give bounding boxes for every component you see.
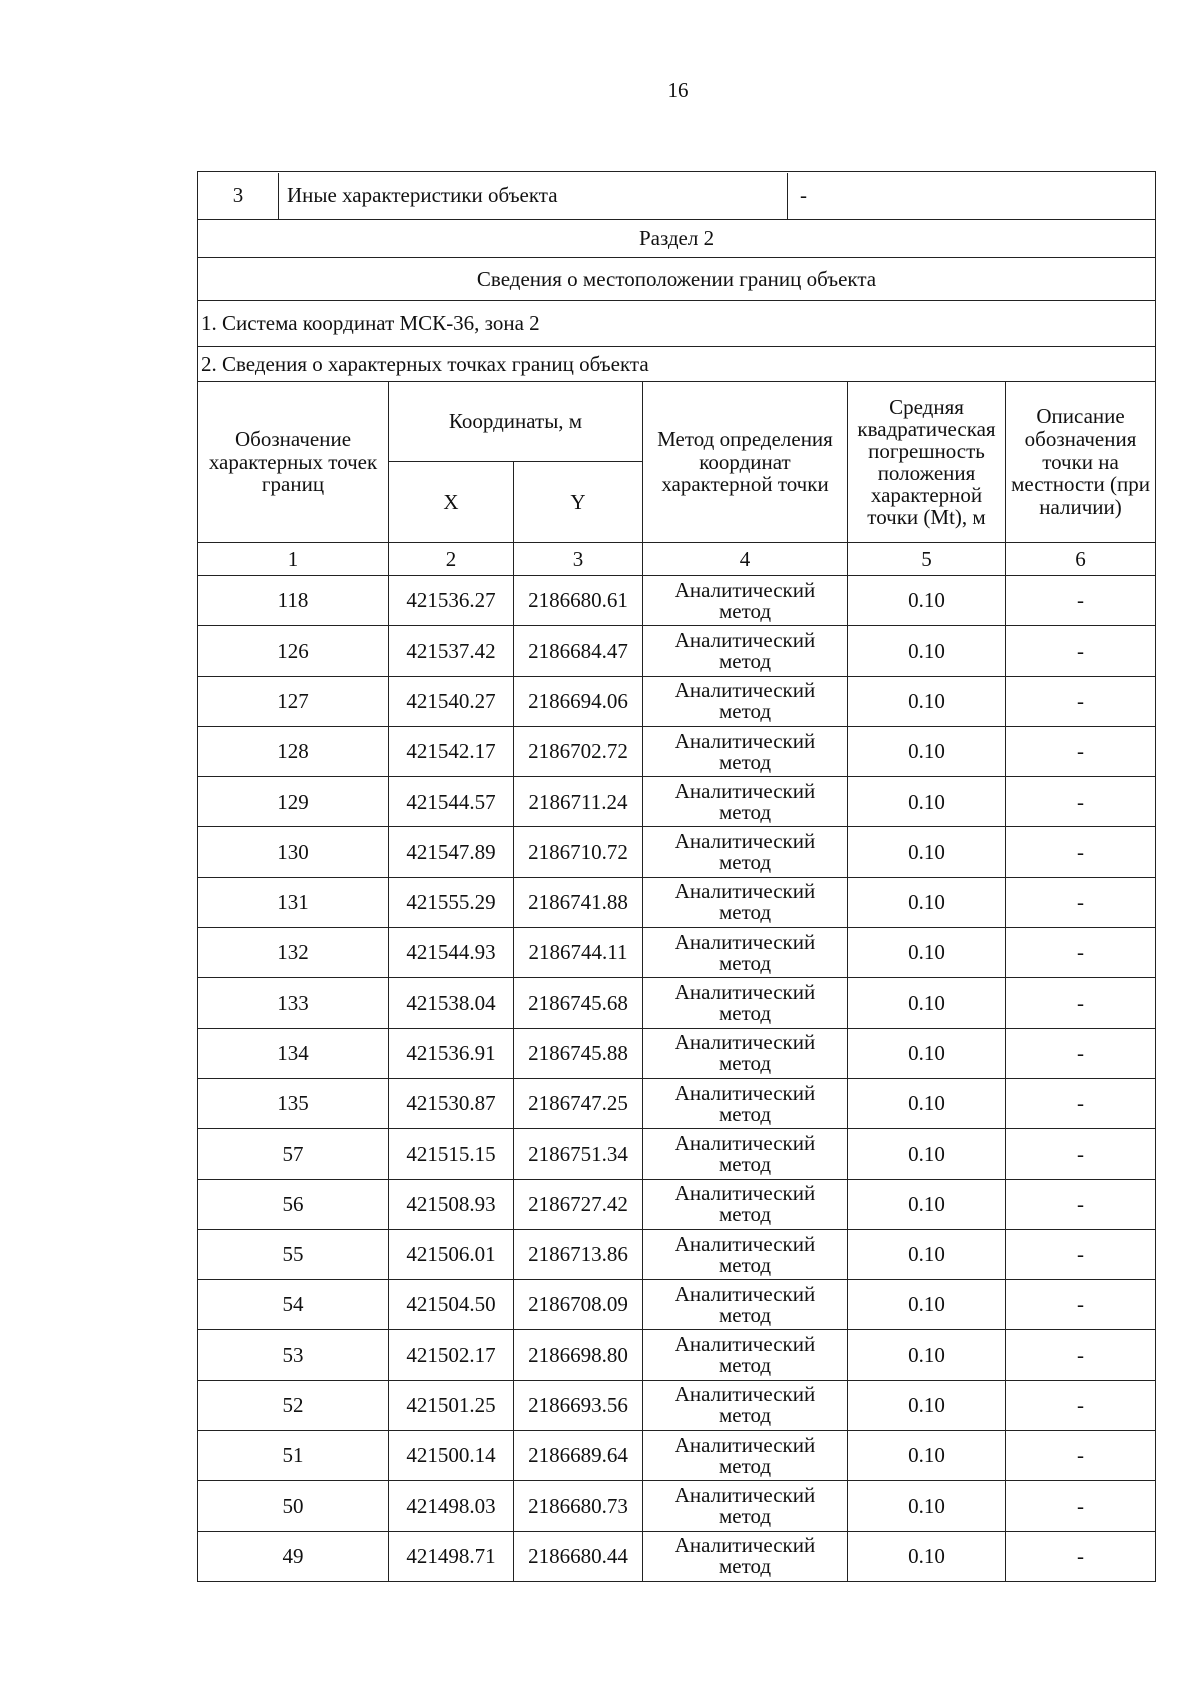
- table-row: [198, 777, 1156, 827]
- description-cell: -: [1006, 1078, 1156, 1128]
- x-cell: 421544.93: [389, 928, 514, 978]
- x-cell: 421544.57: [389, 777, 514, 827]
- mt-cell: 0.10: [848, 1129, 1006, 1179]
- table-row: [198, 1078, 1156, 1128]
- y-cell: 2186710.72: [514, 827, 643, 877]
- y-cell: 2186745.68: [514, 978, 643, 1028]
- description-cell: -: [1006, 726, 1156, 776]
- mt-cell: 0.10: [848, 1229, 1006, 1279]
- mt-cell: 0.10: [848, 1431, 1006, 1481]
- method-cell: [643, 1280, 848, 1330]
- table-row: [198, 1179, 1156, 1229]
- y-cell: 2186694.06: [514, 676, 643, 726]
- mt-cell: 0.10: [848, 1380, 1006, 1430]
- x-cell: 421515.15: [389, 1129, 514, 1179]
- table-row: [198, 726, 1156, 776]
- points-section-title: 2. Сведения о характерных точках границ объекта: [198, 347, 1156, 382]
- point-cell: 130: [198, 827, 389, 877]
- column-number: 5: [848, 543, 1006, 576]
- x-cell: 421504.50: [389, 1280, 514, 1330]
- y-cell: 2186693.56: [514, 1380, 643, 1430]
- x-cell: 421555.29: [389, 877, 514, 927]
- column-number: 2: [389, 543, 514, 576]
- table-row: [198, 576, 1156, 626]
- method-cell: [643, 928, 848, 978]
- mt-cell: 0.10: [848, 978, 1006, 1028]
- description-cell: -: [1006, 1531, 1156, 1581]
- table-row: [198, 1431, 1156, 1481]
- section-subtitle: Сведения о местоположении границ объекта: [198, 258, 1156, 301]
- method-cell: [643, 626, 848, 676]
- method-line2: метод: [718, 1403, 772, 1428]
- method-line1: Аналитический: [674, 1080, 816, 1105]
- description-cell: -: [1006, 1380, 1156, 1430]
- method-cell: [643, 576, 848, 626]
- y-cell: 2186698.80: [514, 1330, 643, 1380]
- x-cell: 421502.17: [389, 1330, 514, 1380]
- x-cell: 421542.17: [389, 726, 514, 776]
- description-cell: -: [1006, 1229, 1156, 1279]
- method-line1: Аналитический: [674, 577, 816, 602]
- method-line1: Аналитический: [674, 1030, 816, 1055]
- table-row: [198, 928, 1156, 978]
- table-row: [198, 1280, 1156, 1330]
- method-line1: Аналитический: [674, 1382, 816, 1407]
- boundary-points-table: [197, 171, 1156, 1582]
- method-line1: Аналитический: [674, 980, 816, 1005]
- mt-cell: 0.10: [848, 576, 1006, 626]
- table-row: [198, 1129, 1156, 1179]
- description-cell: -: [1006, 626, 1156, 676]
- description-cell: -: [1006, 1179, 1156, 1229]
- header-y: Y: [514, 462, 643, 543]
- x-cell: 421536.27: [389, 576, 514, 626]
- point-cell: 134: [198, 1028, 389, 1078]
- description-cell: -: [1006, 1481, 1156, 1531]
- method-cell: [643, 1330, 848, 1380]
- method-cell: [643, 1179, 848, 1229]
- header-x: X: [389, 462, 514, 543]
- y-cell: 2186684.47: [514, 626, 643, 676]
- point-cell: 56: [198, 1179, 389, 1229]
- x-cell: 421498.03: [389, 1481, 514, 1531]
- column-number: 6: [1006, 543, 1156, 576]
- method-line1: Аналитический: [674, 1533, 816, 1558]
- point-cell: 128: [198, 726, 389, 776]
- point-cell: 49: [198, 1531, 389, 1581]
- row-number: 3: [198, 173, 279, 219]
- x-cell: 421506.01: [389, 1229, 514, 1279]
- method-line1: Аналитический: [674, 879, 816, 904]
- description-cell: -: [1006, 676, 1156, 726]
- section-title: Раздел 2: [198, 220, 1156, 258]
- method-line2: метод: [718, 1554, 772, 1579]
- x-cell: 421547.89: [389, 827, 514, 877]
- description-cell: -: [1006, 1028, 1156, 1078]
- header-description: Описание обозначения точки на местности (при наличии): [1006, 382, 1156, 543]
- method-line1: Аналитический: [674, 1281, 816, 1306]
- method-cell: [643, 1078, 848, 1128]
- header-method: Метод определения координат характерной точки: [643, 382, 848, 543]
- method-cell: [643, 676, 848, 726]
- method-cell: [643, 877, 848, 927]
- method-cell: [643, 726, 848, 776]
- point-cell: 133: [198, 978, 389, 1028]
- column-number: 4: [643, 543, 848, 576]
- table-row: [198, 1330, 1156, 1380]
- method-line2: метод: [718, 1051, 772, 1076]
- description-cell: -: [1006, 827, 1156, 877]
- description-cell: -: [1006, 576, 1156, 626]
- method-cell: [643, 978, 848, 1028]
- point-cell: 131: [198, 877, 389, 927]
- x-cell: 421501.25: [389, 1380, 514, 1430]
- table-row: [198, 978, 1156, 1028]
- description-cell: -: [1006, 777, 1156, 827]
- point-cell: 126: [198, 626, 389, 676]
- mt-cell: 0.10: [848, 626, 1006, 676]
- y-cell: 2186744.11: [514, 928, 643, 978]
- mt-cell: 0.10: [848, 1330, 1006, 1380]
- table-row: [198, 1481, 1156, 1531]
- y-cell: 2186708.09: [514, 1280, 643, 1330]
- mt-cell: 0.10: [848, 1280, 1006, 1330]
- characteristics-label: Иные характеристики объекта: [279, 173, 788, 219]
- description-cell: -: [1006, 978, 1156, 1028]
- method-line1: Аналитический: [674, 1181, 816, 1206]
- point-cell: 135: [198, 1078, 389, 1128]
- mt-cell: 0.10: [848, 877, 1006, 927]
- x-cell: 421537.42: [389, 626, 514, 676]
- method-line2: метод: [718, 598, 772, 623]
- method-line1: Аналитический: [674, 829, 816, 854]
- y-cell: 2186680.73: [514, 1481, 643, 1531]
- row-other-characteristics: [198, 172, 1156, 220]
- description-cell: -: [1006, 1330, 1156, 1380]
- column-number: 1: [198, 543, 389, 576]
- table-row: [198, 1028, 1156, 1078]
- method-line2: метод: [718, 1302, 772, 1327]
- x-cell: 421498.71: [389, 1531, 514, 1581]
- coordinate-system: 1. Система координат МСК-36, зона 2: [198, 301, 1156, 347]
- point-cell: 127: [198, 676, 389, 726]
- point-cell: 54: [198, 1280, 389, 1330]
- y-cell: 2186680.61: [514, 576, 643, 626]
- x-cell: 421500.14: [389, 1431, 514, 1481]
- method-line2: метод: [718, 749, 772, 774]
- method-line1: Аналитический: [674, 1332, 816, 1357]
- method-line2: метод: [718, 699, 772, 724]
- method-cell: [643, 827, 848, 877]
- method-line1: Аналитический: [674, 1130, 816, 1155]
- y-cell: 2186713.86: [514, 1229, 643, 1279]
- description-cell: -: [1006, 1129, 1156, 1179]
- method-line1: Аналитический: [674, 929, 816, 954]
- mt-cell: 0.10: [848, 1078, 1006, 1128]
- description-cell: -: [1006, 877, 1156, 927]
- table-row: [198, 877, 1156, 927]
- table-row: [198, 1380, 1156, 1430]
- y-cell: 2186702.72: [514, 726, 643, 776]
- mt-cell: 0.10: [848, 777, 1006, 827]
- x-cell: 421536.91: [389, 1028, 514, 1078]
- point-cell: 132: [198, 928, 389, 978]
- table-row: [198, 1531, 1156, 1581]
- mt-cell: 0.10: [848, 1531, 1006, 1581]
- x-cell: 421538.04: [389, 978, 514, 1028]
- method-line1: Аналитический: [674, 1482, 816, 1507]
- method-line1: Аналитический: [674, 678, 816, 703]
- column-number: 3: [514, 543, 643, 576]
- point-cell: 129: [198, 777, 389, 827]
- description-cell: -: [1006, 1431, 1156, 1481]
- method-line2: метод: [718, 1202, 772, 1227]
- point-cell: 52: [198, 1380, 389, 1430]
- method-cell: [643, 1229, 848, 1279]
- y-cell: 2186711.24: [514, 777, 643, 827]
- column-numbers-row: [198, 543, 1156, 576]
- method-cell: [643, 777, 848, 827]
- method-cell: [643, 1380, 848, 1430]
- method-line2: метод: [718, 900, 772, 925]
- mt-cell: 0.10: [848, 676, 1006, 726]
- point-cell: 57: [198, 1129, 389, 1179]
- x-cell: 421530.87: [389, 1078, 514, 1128]
- method-line2: метод: [718, 1453, 772, 1478]
- method-line2: метод: [718, 950, 772, 975]
- description-cell: -: [1006, 1280, 1156, 1330]
- header-point: Обозначение характерных точек границ: [198, 382, 389, 543]
- point-cell: 55: [198, 1229, 389, 1279]
- method-line2: метод: [718, 648, 772, 673]
- method-cell: [643, 1129, 848, 1179]
- method-line2: метод: [718, 1151, 772, 1176]
- y-cell: 2186745.88: [514, 1028, 643, 1078]
- point-cell: 51: [198, 1431, 389, 1481]
- point-cell: 118: [198, 576, 389, 626]
- mt-cell: 0.10: [848, 1179, 1006, 1229]
- point-cell: 50: [198, 1481, 389, 1531]
- method-cell: [643, 1431, 848, 1481]
- x-cell: 421540.27: [389, 676, 514, 726]
- point-cell: 53: [198, 1330, 389, 1380]
- characteristics-value: -: [800, 183, 807, 208]
- method-line1: Аналитический: [674, 1231, 816, 1256]
- method-cell: [643, 1481, 848, 1531]
- method-line1: Аналитический: [674, 627, 816, 652]
- x-cell: 421508.93: [389, 1179, 514, 1229]
- method-line2: метод: [718, 1252, 772, 1277]
- y-cell: 2186689.64: [514, 1431, 643, 1481]
- method-line2: метод: [718, 799, 772, 824]
- method-line1: Аналитический: [674, 1432, 816, 1457]
- page-number: 16: [667, 78, 689, 102]
- method-line2: метод: [718, 1001, 772, 1026]
- mt-cell: 0.10: [848, 928, 1006, 978]
- method-line1: Аналитический: [674, 778, 816, 803]
- method-cell: [643, 1531, 848, 1581]
- y-cell: 2186751.34: [514, 1129, 643, 1179]
- header-coords: Координаты, м: [389, 382, 643, 462]
- mt-cell: 0.10: [848, 1481, 1006, 1531]
- method-line2: метод: [718, 1353, 772, 1378]
- mt-cell: 0.10: [848, 726, 1006, 776]
- table-row: [198, 827, 1156, 877]
- method-line2: метод: [718, 1503, 772, 1528]
- method-cell: [643, 1028, 848, 1078]
- table-row: [198, 676, 1156, 726]
- mt-cell: 0.10: [848, 827, 1006, 877]
- method-line1: Аналитический: [674, 728, 816, 753]
- method-line2: метод: [718, 1101, 772, 1126]
- y-cell: 2186727.42: [514, 1179, 643, 1229]
- mt-cell: 0.10: [848, 1028, 1006, 1078]
- method-line2: метод: [718, 850, 772, 875]
- description-cell: -: [1006, 928, 1156, 978]
- table-row: [198, 1229, 1156, 1279]
- y-cell: 2186680.44: [514, 1531, 643, 1581]
- y-cell: 2186747.25: [514, 1078, 643, 1128]
- header-accuracy: Средняя квадратическая погрешность положения характерной точки (Mt), м: [848, 382, 1006, 543]
- y-cell: 2186741.88: [514, 877, 643, 927]
- table-row: [198, 626, 1156, 676]
